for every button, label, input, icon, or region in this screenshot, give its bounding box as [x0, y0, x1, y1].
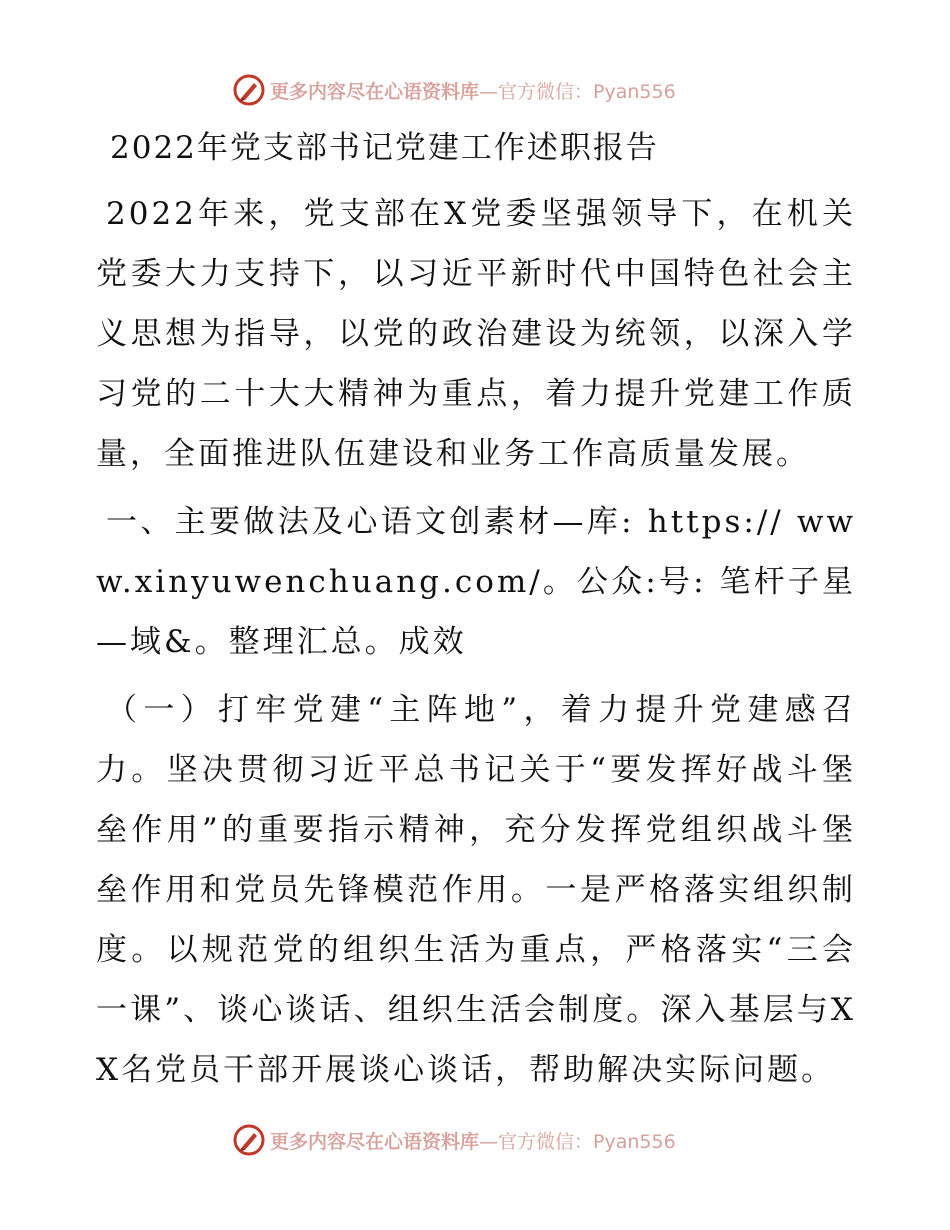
watermark-main-text: 更多内容尽在心语资料库 — [270, 80, 480, 103]
document-body — [96, 122, 856, 1108]
document-title: 2022年党支部书记党建工作述职报告 — [110, 130, 659, 166]
watermark-footer — [232, 1122, 676, 1158]
paragraph-subsection-1: （一）打牢党建“主阵地”，着力提升党建感召力。坚决贯彻习近平总书记关于“要发挥好战斗堡垒作用”的重要指示精神，充分发挥党组织战斗堡垒作用和党员先锋模范作用。一是严格落实组织制度。以规范党的组织生活为重点，严格落实“三会一课”、谈心谈话、组织生活会制度。深入基层与XX名党员干部开展谈心谈话，帮助解决实际问题。 — [96, 692, 856, 1088]
pen-logo-icon — [232, 73, 266, 107]
watermark-header — [232, 72, 676, 108]
paragraph-intro: 2022年来，党支部在X党委坚强领导下，在机关党委大力支持下，以习近平新时代中国特色社会主义思想为指导，以党的政治建设为统领，以深入学习党的二十大大精神为重点，着力提升党建工作质量，全面推进队伍建设和业务工作高质量发展。 — [96, 196, 856, 472]
paragraph-section-heading: 一、主要做法及心语文创素材—库: https:// www.xinyuwenchuang.com/。公众:号: 笔杆子星—域&。整理汇总。成效 — [96, 504, 856, 660]
pen-logo-icon — [232, 1123, 266, 1157]
watermark-main-text: 更多内容尽在心语资料库 — [270, 1130, 480, 1153]
watermark-sub-text: —官方微信：Pyan556 — [479, 80, 676, 103]
watermark-sub-text: —官方微信：Pyan556 — [479, 1130, 676, 1153]
